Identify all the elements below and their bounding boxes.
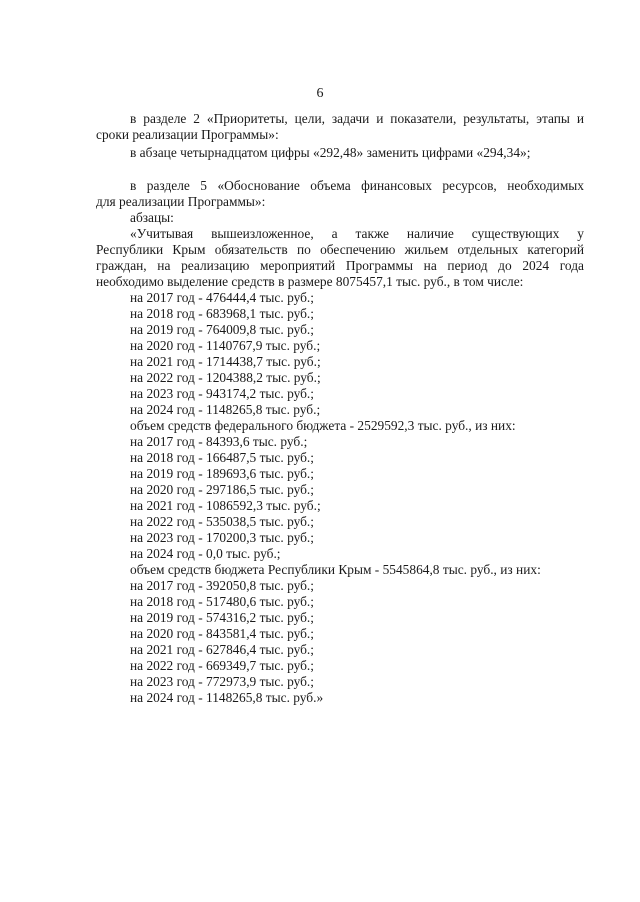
- body-line: на 2018 год - 166487,5 тыс. руб.;: [130, 450, 314, 465]
- body-line: объем средств бюджета Республики Крым - 5545864,8 тыс. руб., из них:: [130, 562, 541, 577]
- body-line: необходимо выделение средств в размере 8075457,1 тыс. руб., в том числе:: [96, 274, 524, 289]
- body-line: на 2017 год - 392050,8 тыс. руб.;: [130, 578, 314, 593]
- body-line: на 2021 год - 1714438,7 тыс. руб.;: [130, 354, 321, 369]
- body-line: Республики Крым обязательств по обеспечению жильем отдельных категорий: [96, 242, 584, 257]
- body-line: на 2020 год - 843581,4 тыс. руб.;: [130, 626, 314, 641]
- body-line: на 2017 год - 476444,4 тыс. руб.;: [130, 290, 314, 305]
- body-line: «Учитывая вышеизложенное, а также наличие существующих у: [130, 226, 584, 241]
- body-line: в разделе 5 «Обоснование объема финансовых ресурсов, необходимых: [130, 178, 584, 193]
- body-line: граждан, на реализацию мероприятий Программы на период до 2024 года: [96, 258, 584, 273]
- page-number: 6: [316, 86, 324, 101]
- body-line: на 2024 год - 0,0 тыс. руб.;: [130, 546, 281, 561]
- body-line: на 2019 год - 189693,6 тыс. руб.;: [130, 466, 314, 481]
- body-line: на 2024 год - 1148265,8 тыс. руб.»: [130, 690, 324, 705]
- body-line: на 2017 год - 84393,6 тыс. руб.;: [130, 434, 308, 449]
- body-line: на 2018 год - 517480,6 тыс. руб.;: [130, 594, 314, 609]
- body-line: в разделе 2 «Приоритеты, цели, задачи и показатели, результаты, этапы и: [130, 111, 584, 126]
- body-line: на 2020 год - 297186,5 тыс. руб.;: [130, 482, 314, 497]
- body-line: на 2023 год - 943174,2 тыс. руб.;: [130, 386, 314, 401]
- body-line: на 2021 год - 627846,4 тыс. руб.;: [130, 642, 314, 657]
- body-line: на 2023 год - 170200,3 тыс. руб.;: [130, 530, 314, 545]
- body-line: на 2019 год - 764009,8 тыс. руб.;: [130, 322, 314, 337]
- body-line: абзацы:: [130, 210, 174, 225]
- body-line: на 2022 год - 1204388,2 тыс. руб.;: [130, 370, 321, 385]
- body-line: на 2022 год - 535038,5 тыс. руб.;: [130, 514, 314, 529]
- body-line: сроки реализации Программы»:: [96, 127, 279, 142]
- body-line: в абзаце четырнадцатом цифры «292,48» заменить цифрами «294,34»;: [130, 145, 531, 160]
- body-line: на 2020 год - 1140767,9 тыс. руб.;: [130, 338, 321, 353]
- body-line: на 2022 год - 669349,7 тыс. руб.;: [130, 658, 314, 673]
- body-line: на 2023 год - 772973,9 тыс. руб.;: [130, 674, 314, 689]
- body-line: на 2018 год - 683968,1 тыс. руб.;: [130, 306, 314, 321]
- body-line: на 2024 год - 1148265,8 тыс. руб.;: [130, 402, 321, 417]
- body-line: на 2021 год - 1086592,3 тыс. руб.;: [130, 498, 321, 513]
- body-line: для реализации Программы»:: [96, 194, 266, 209]
- body-line: на 2019 год - 574316,2 тыс. руб.;: [130, 610, 314, 625]
- body-line: объем средств федерального бюджета - 2529592,3 тыс. руб., из них:: [130, 418, 516, 433]
